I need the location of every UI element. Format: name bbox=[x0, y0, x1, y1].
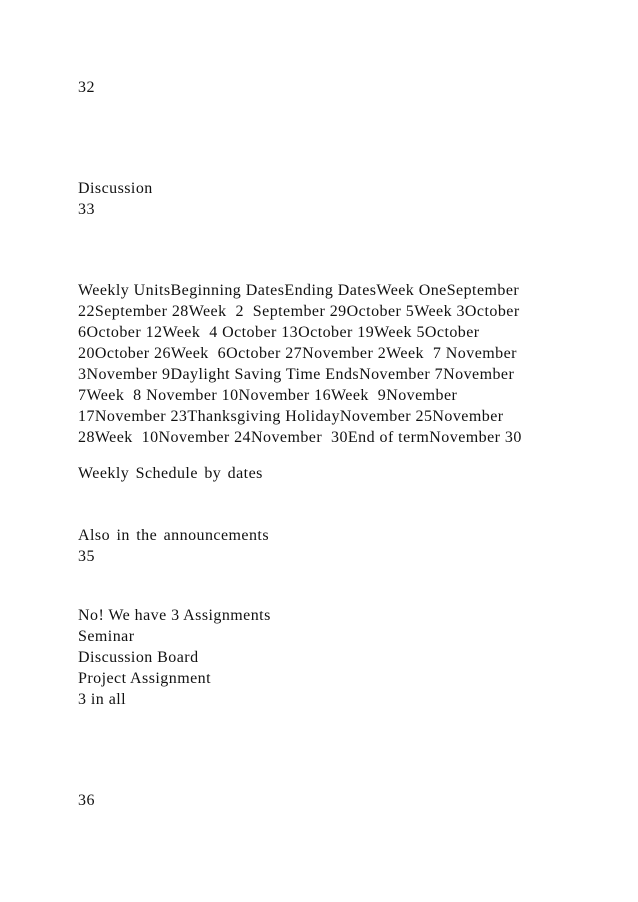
schedule-line: 17November 23Thanksgiving HolidayNovember 25November bbox=[78, 408, 504, 425]
announcements-text: Also in the announcements bbox=[78, 527, 269, 544]
schedule-line: 22September 28Week 2 September 29October 5Week 3October bbox=[78, 303, 520, 320]
schedule-line: 3November 9Daylight Saving Time EndsNovember 7November bbox=[78, 366, 515, 383]
schedule-line: 7Week 8 November 10November 16Week 9November bbox=[78, 387, 458, 404]
schedule-line: 28Week 10November 24November 30End of termNovember 30 bbox=[78, 429, 522, 446]
page-number-36: 36 bbox=[78, 792, 95, 809]
page-number-35: 35 bbox=[78, 548, 95, 565]
schedule-line: 6October 12Week 4 October 13October 19Week 5October bbox=[78, 324, 480, 341]
schedule-caption: Weekly Schedule by dates bbox=[78, 465, 263, 482]
schedule-line: 20October 26Week 6October 27November 2Week 7 November bbox=[78, 345, 517, 362]
assignment-item: Project Assignment bbox=[78, 670, 211, 687]
assignment-item: Discussion Board bbox=[78, 649, 199, 666]
assignments-heading: No! We have 3 Assignments bbox=[78, 607, 271, 624]
assignment-item: Seminar bbox=[78, 628, 135, 645]
discussion-heading: Discussion bbox=[78, 180, 153, 197]
page-number-32: 32 bbox=[78, 79, 95, 96]
page-number-33: 33 bbox=[78, 201, 95, 218]
weekly-schedule-table-text bbox=[78, 280, 578, 448]
assignments-list bbox=[78, 605, 578, 710]
assignment-item: 3 in all bbox=[78, 691, 127, 708]
schedule-line: Weekly UnitsBeginning DatesEnding DatesWeek OneSeptember bbox=[78, 282, 520, 299]
